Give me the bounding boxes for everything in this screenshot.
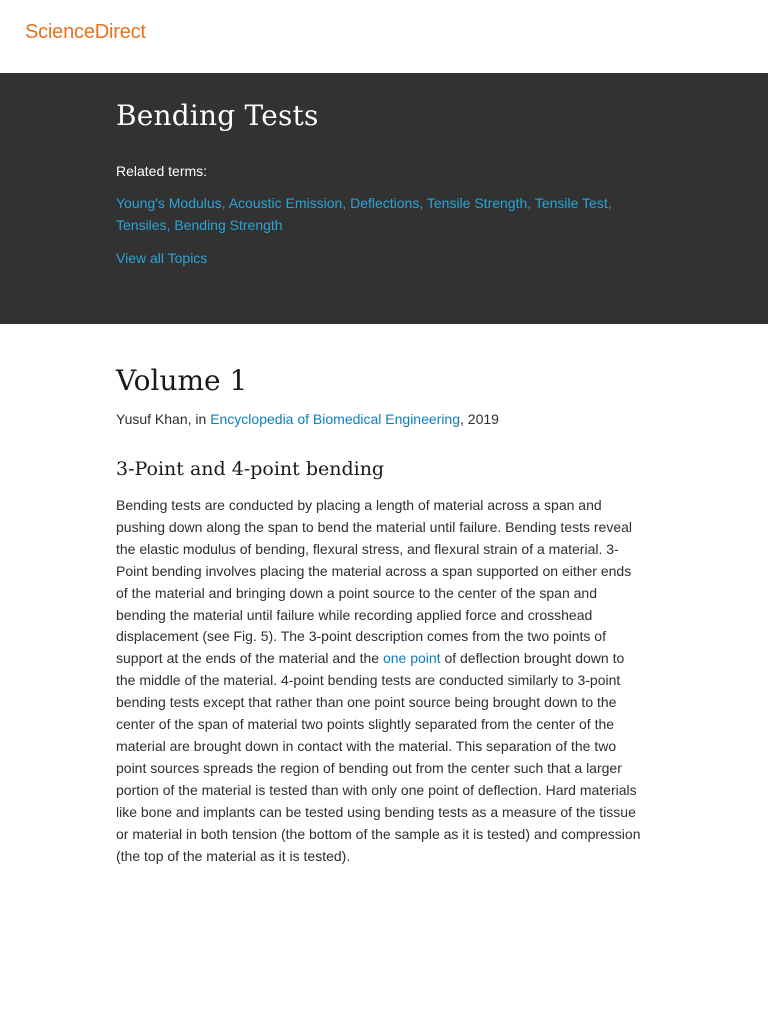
source-link[interactable]: Encyclopedia of Biomedical Engineering <box>210 411 461 427</box>
sciencedirect-logo[interactable]: ScienceDirect <box>25 21 146 43</box>
author-text: Yusuf Khan, in <box>116 411 211 427</box>
top-bar <box>0 0 768 73</box>
related-terms-label: Related terms: <box>116 163 208 179</box>
related-term-link[interactable]: Tensiles <box>116 217 167 233</box>
paragraph-text: of deflection brought down to the middle of the material. 4-point bending tests are conducted similarly to 3-point bending tests except that rather than one point source being brought down to the center of the span of material two points slightly separated from the center of the material are brought down in contact with the material. This separation of the two point sources spreads the region of bending out from the center such that a larger portion of the material is tested than with only one point of deflection. Hard materials like bone and implants can be tested using bending tests as a measure of the tissue or material in both tension (the bottom of the sample as it is tested) and compression (the top of the material as it is tested). <box>116 650 641 864</box>
related-term-link[interactable]: Bending Strength <box>174 217 283 233</box>
topic-header <box>0 73 768 324</box>
paragraph-text: Bending tests are conducted by placing a length of material across a span and pushing down along the span to bend the material until failure. Bending tests reveal the elastic modulus of bending, flexural stress, and flexural strain of a material. 3-Point bending involves placing the material across a span supported on either ends of the material and bringing down a point source to the center of the span and bending the material until failure while recording applied force and crosshead displacement (see Fig. 5). The 3-point description comes from the two points of support at the ends of the material and the <box>116 497 633 667</box>
topic-title: Bending Tests <box>116 99 319 132</box>
related-term-link[interactable]: Young's Modulus <box>116 195 222 211</box>
article-paragraph <box>116 495 642 867</box>
volume-heading: Volume 1 <box>116 364 248 397</box>
year-text: , 2019 <box>460 411 499 427</box>
related-term-link[interactable]: Tensile Strength <box>426 195 528 211</box>
related-term-link[interactable]: Acoustic Emission <box>228 195 343 211</box>
related-term-link[interactable]: Tensile Test <box>534 195 608 211</box>
related-term-link[interactable]: Deflections <box>350 195 420 211</box>
view-all-topics-link[interactable]: View all Topics <box>116 250 208 266</box>
related-terms-list: Young's Modulus, Acoustic Emission, Deflections, Tensile Strength, Tensile Test, Tensiles, Bending Strength <box>116 195 612 233</box>
one-point-link[interactable]: one point <box>382 650 441 667</box>
byline <box>116 411 499 427</box>
section-title: 3-Point and 4-point bending <box>116 458 385 480</box>
